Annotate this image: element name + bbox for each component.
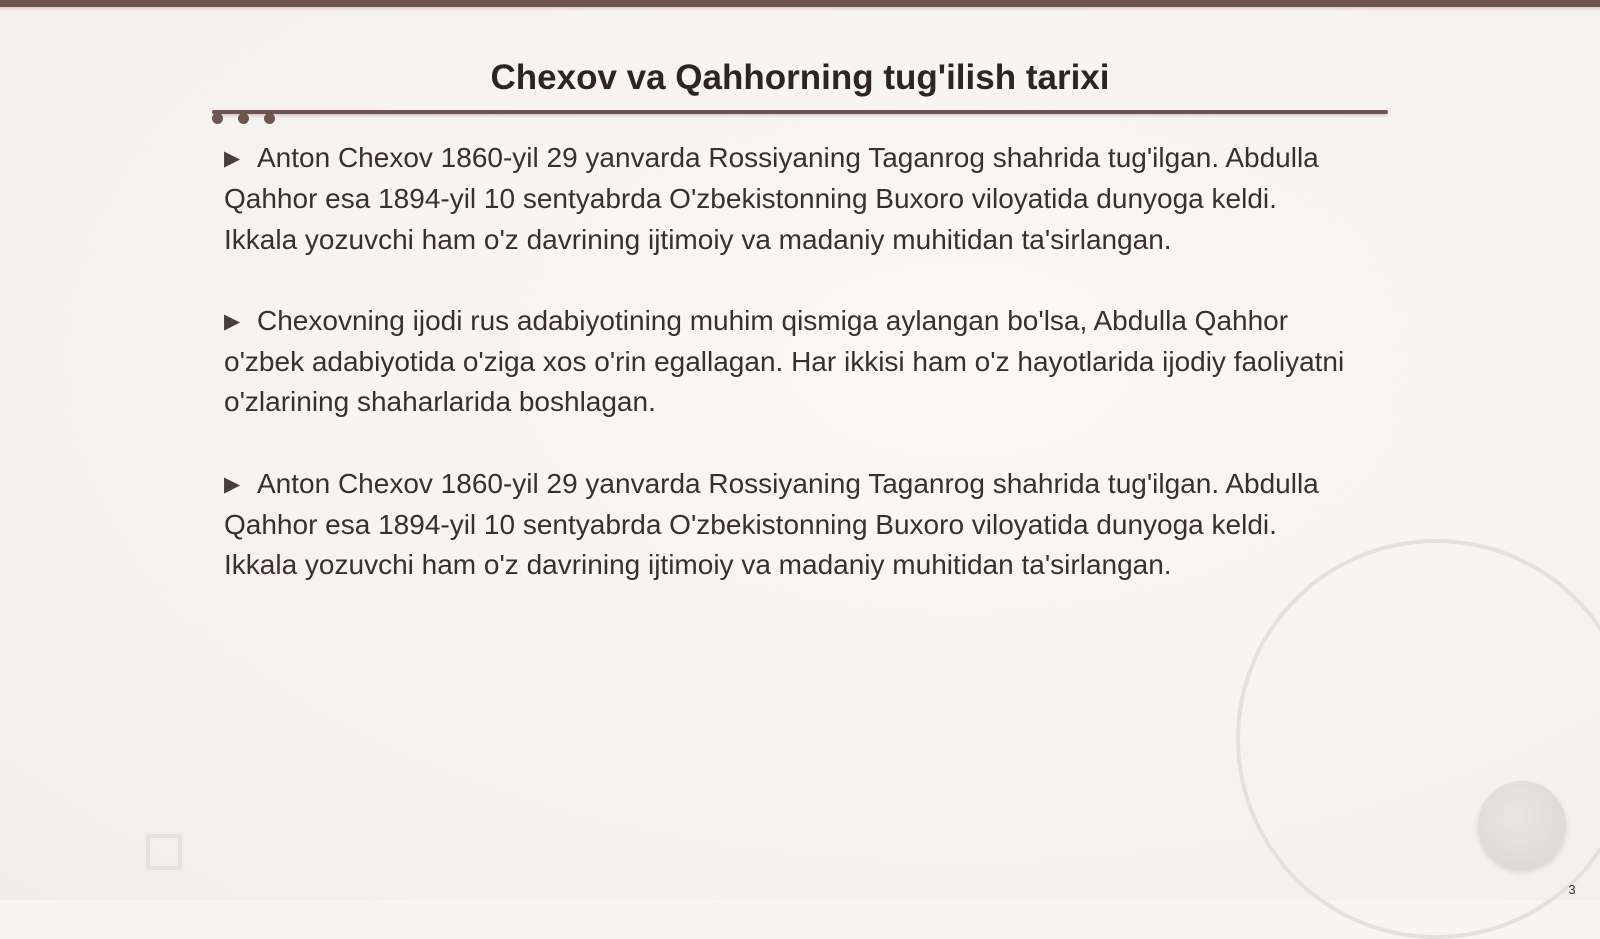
top-accent-bar: [0, 0, 1600, 7]
decorative-dot-1: [212, 113, 223, 124]
decorative-square: [146, 834, 182, 870]
decorative-small-circle: [1478, 781, 1566, 869]
bullet-arrow-icon: ▶: [224, 147, 241, 170]
bullet-paragraph-2: [224, 301, 1354, 423]
bullet-paragraph-3: [224, 464, 1354, 586]
paragraph-text: Anton Chexov 1860-yil 29 yanvarda Rossiyaning Taganrog shahrida tug'ilgan. Abdulla Qahhor esa 1894-yil 10 sentyabrda O'zbekistonning Buxoro viloyatida dunyoga keldi. Ikkala yozuvchi ham o'z davrining ijtimoiy va madaniy muhitidan ta'sirlangan.: [224, 467, 1319, 581]
title-underline: [212, 110, 1388, 114]
decorative-dot-3: [264, 113, 275, 124]
paragraph-text: Anton Chexov 1860-yil 29 yanvarda Rossiyaning Taganrog shahrida tug'ilgan. Abdulla Qahhor esa 1894-yil 10 sentyabrda O'zbekistonning Buxoro viloyatida dunyoga keldi. Ikkala yozuvchi ham o'z davrining ijtimoiy va madaniy muhitidan ta'sirlangan.: [224, 142, 1319, 255]
decorative-dot-2: [238, 113, 249, 124]
bullet-arrow-icon: ▶: [224, 309, 241, 333]
slide-title: Chexov va Qahhorning tug'ilish tarixi: [490, 58, 1110, 97]
bullet-paragraph-1: [224, 138, 1354, 260]
bullet-arrow-icon: ▶: [224, 472, 241, 496]
top-bar-shadow: [0, 7, 1600, 11]
slide-body: [224, 138, 1354, 627]
paragraph-text: Chexovning ijodi rus adabiyotining muhim qismiga aylangan bo'lsa, Abdulla Qahhor o'zbek adabiyotida o'ziga xos o'rin egallagan. Har ikkisi ham o'z hayotlarida ijodiy faoliyatni o'zlarining shaharlarida boshlagan.: [224, 304, 1345, 418]
page-number: 3: [1568, 882, 1576, 897]
